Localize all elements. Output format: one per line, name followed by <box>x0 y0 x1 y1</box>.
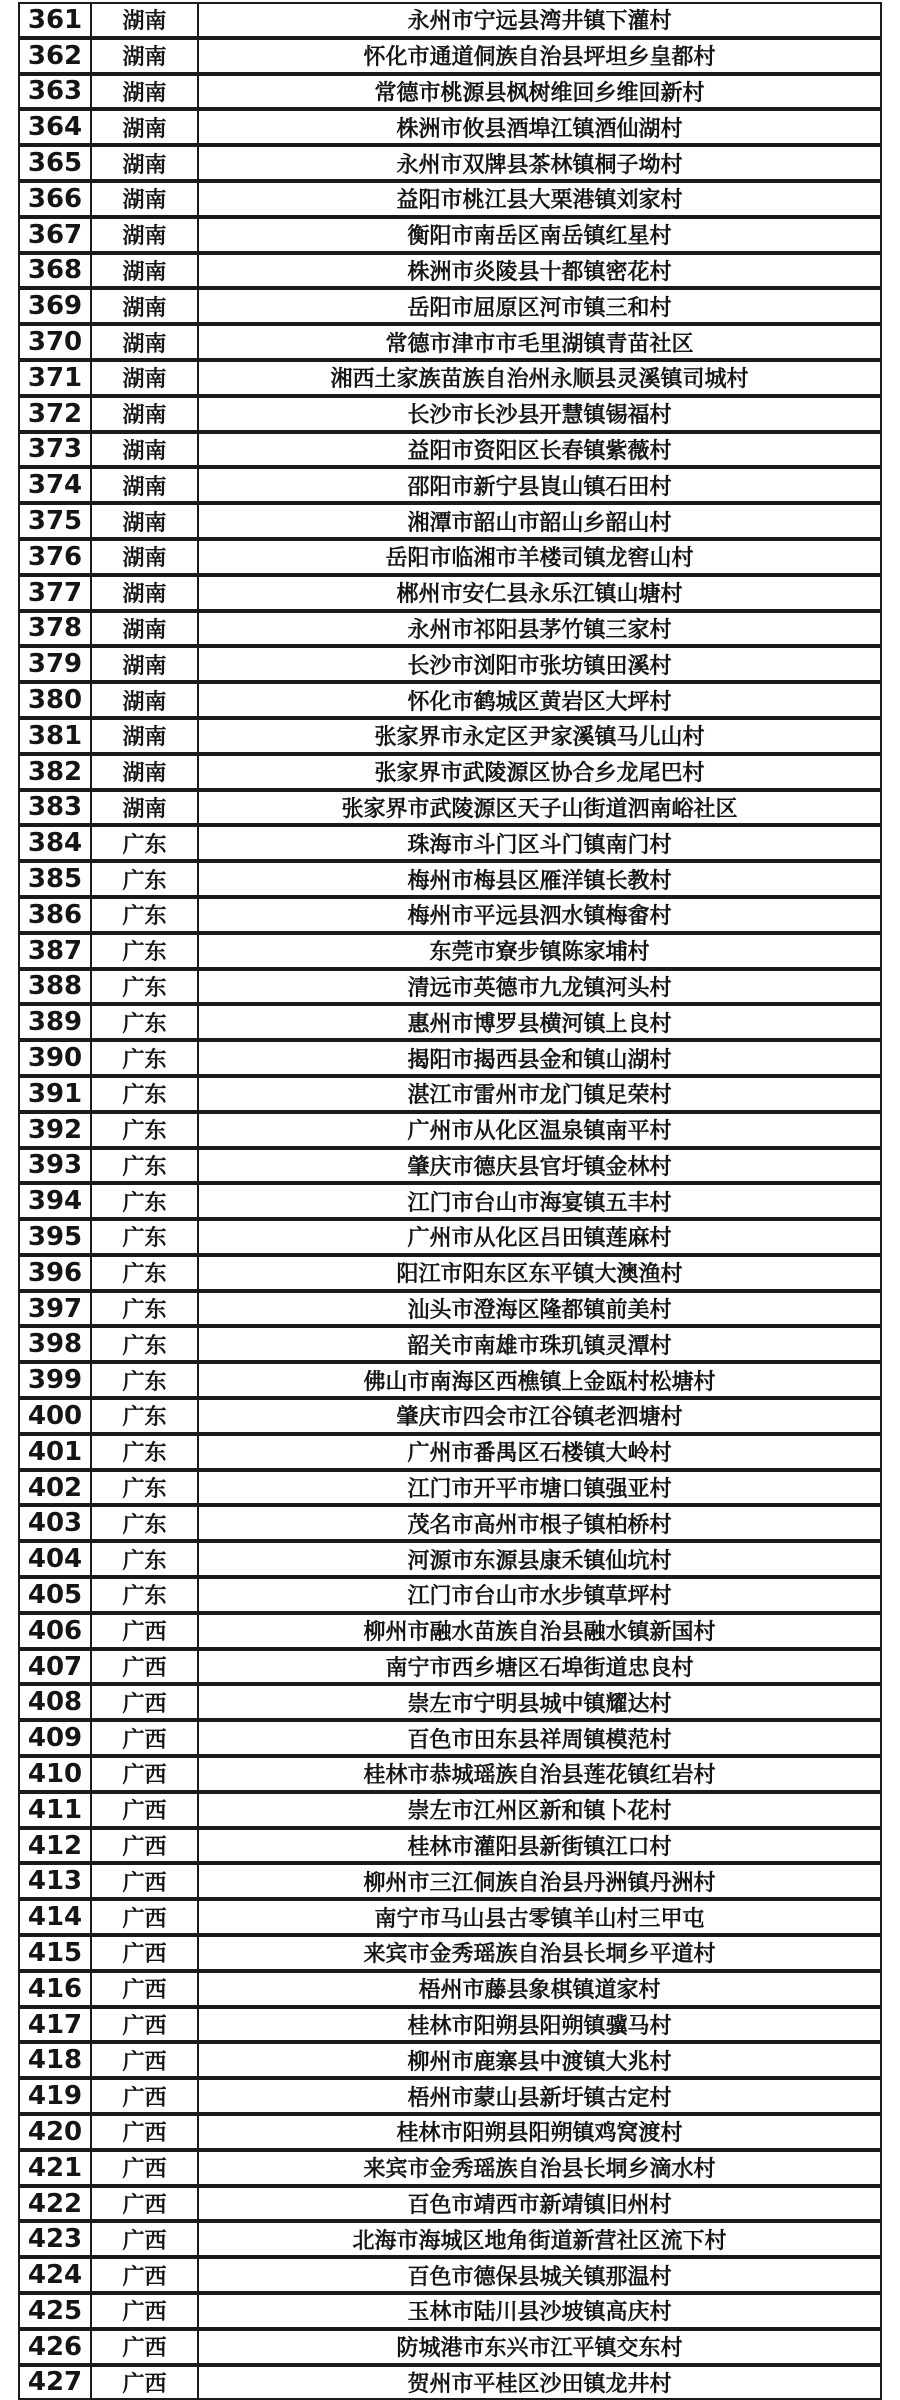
row-number-cell: 425 <box>18 2293 90 2329</box>
row-number-cell: 411 <box>18 1792 90 1828</box>
province-cell: 广西 <box>90 2007 197 2043</box>
row-number-cell: 415 <box>18 1935 90 1971</box>
village-name-cell: 崇左市宁明县城中镇耀达村 <box>197 1684 882 1720</box>
province-cell: 广东 <box>90 1040 197 1076</box>
table-row <box>18 790 882 826</box>
province-cell: 广西 <box>90 1756 197 1792</box>
row-number-cell: 413 <box>18 1863 90 1899</box>
row-number-cell: 396 <box>18 1255 90 1291</box>
village-name-cell: 永州市双牌县茶林镇桐子坳村 <box>197 145 882 181</box>
village-name-cell: 汕头市澄海区隆都镇前美村 <box>197 1291 882 1327</box>
province-cell: 广东 <box>90 1255 197 1291</box>
village-name-cell: 清远市英德市九龙镇河头村 <box>197 969 882 1005</box>
village-name-cell: 百色市德保县城关镇那温村 <box>197 2257 882 2293</box>
row-number-cell: 362 <box>18 38 90 74</box>
table-row <box>18 1326 882 1362</box>
province-cell: 广西 <box>90 2078 197 2114</box>
village-name-cell: 茂名市高州市根子镇柏桥村 <box>197 1505 882 1541</box>
row-number-cell: 395 <box>18 1219 90 1255</box>
province-cell: 湖南 <box>90 646 197 682</box>
row-number-cell: 364 <box>18 109 90 145</box>
table-row <box>18 217 882 253</box>
table-row <box>18 2293 882 2329</box>
village-name-cell: 北海市海城区地角街道新营社区流下村 <box>197 2221 882 2257</box>
table-row <box>18 611 882 647</box>
table-row <box>18 1899 882 1935</box>
table-row <box>18 38 882 74</box>
village-name-cell: 来宾市金秀瑶族自治县长垌乡平道村 <box>197 1935 882 1971</box>
table-row <box>18 1684 882 1720</box>
village-name-cell: 防城港市东兴市江平镇交东村 <box>197 2329 882 2365</box>
province-cell: 湖南 <box>90 38 197 74</box>
village-name-cell: 江门市开平市塘口镇强亚村 <box>197 1470 882 1506</box>
row-number-cell: 391 <box>18 1076 90 1112</box>
table-row <box>18 1255 882 1291</box>
row-number-cell: 407 <box>18 1649 90 1685</box>
province-cell: 广东 <box>90 1434 197 1470</box>
row-number-cell: 381 <box>18 718 90 754</box>
village-name-cell: 广州市从化区吕田镇莲麻村 <box>197 1219 882 1255</box>
village-name-cell: 梧州市藤县象棋镇道家村 <box>197 1971 882 2007</box>
row-number-cell: 373 <box>18 432 90 468</box>
village-name-cell: 梧州市蒙山县新圩镇古定村 <box>197 2078 882 2114</box>
table-row <box>18 1720 882 1756</box>
row-number-cell: 375 <box>18 503 90 539</box>
table-row <box>18 1004 882 1040</box>
row-number-cell: 423 <box>18 2221 90 2257</box>
table-row <box>18 2329 882 2365</box>
village-name-cell: 江门市台山市水步镇草坪村 <box>197 1577 882 1613</box>
province-cell: 广西 <box>90 2329 197 2365</box>
village-name-cell: 佛山市南海区西樵镇上金瓯村松塘村 <box>197 1362 882 1398</box>
village-name-cell: 邵阳市新宁县崀山镇石田村 <box>197 467 882 503</box>
table-row <box>18 861 882 897</box>
village-name-cell: 韶关市南雄市珠玑镇灵潭村 <box>197 1326 882 1362</box>
table-row <box>18 1756 882 1792</box>
table-row <box>18 2078 882 2114</box>
province-cell: 湖南 <box>90 74 197 110</box>
village-name-cell: 肇庆市四会市江谷镇老泗塘村 <box>197 1398 882 1434</box>
village-name-cell: 岳阳市临湘市羊楼司镇龙窖山村 <box>197 539 882 575</box>
row-number-cell: 401 <box>18 1434 90 1470</box>
village-name-cell: 长沙市浏阳市张坊镇田溪村 <box>197 646 882 682</box>
row-number-cell: 371 <box>18 360 90 396</box>
village-name-cell: 玉林市陆川县沙坡镇高庆村 <box>197 2293 882 2329</box>
row-number-cell: 372 <box>18 396 90 432</box>
province-cell: 湖南 <box>90 253 197 289</box>
row-number-cell: 416 <box>18 1971 90 2007</box>
row-number-cell: 412 <box>18 1828 90 1864</box>
village-name-cell: 张家界市永定区尹家溪镇马儿山村 <box>197 718 882 754</box>
table-row <box>18 1649 882 1685</box>
row-number-cell: 374 <box>18 467 90 503</box>
table-row <box>18 718 882 754</box>
province-cell: 湖南 <box>90 539 197 575</box>
row-number-cell: 370 <box>18 324 90 360</box>
row-number-cell: 424 <box>18 2257 90 2293</box>
table-row <box>18 2257 882 2293</box>
province-cell: 广西 <box>90 2150 197 2186</box>
table-row <box>18 1291 882 1327</box>
village-name-cell: 桂林市阳朔县阳朔镇骥马村 <box>197 2007 882 2043</box>
row-number-cell: 365 <box>18 145 90 181</box>
village-name-cell: 永州市祁阳县茅竹镇三家村 <box>197 611 882 647</box>
village-name-cell: 湘西土家族苗族自治州永顺县灵溪镇司城村 <box>197 360 882 396</box>
row-number-cell: 394 <box>18 1183 90 1219</box>
row-number-cell: 400 <box>18 1398 90 1434</box>
village-name-cell: 河源市东源县康禾镇仙坑村 <box>197 1541 882 1577</box>
table-row <box>18 360 882 396</box>
table-row <box>18 324 882 360</box>
village-name-cell: 桂林市恭城瑶族自治县莲花镇红岩村 <box>197 1756 882 1792</box>
province-cell: 广东 <box>90 1541 197 1577</box>
row-number-cell: 405 <box>18 1577 90 1613</box>
province-cell: 广西 <box>90 2042 197 2078</box>
village-name-cell: 贺州市平桂区沙田镇龙井村 <box>197 2365 882 2400</box>
province-cell: 广西 <box>90 2114 197 2150</box>
table-row <box>18 825 882 861</box>
village-name-cell: 广州市从化区温泉镇南平村 <box>197 1112 882 1148</box>
row-number-cell: 363 <box>18 74 90 110</box>
province-cell: 湖南 <box>90 109 197 145</box>
table-row <box>18 503 882 539</box>
table-row <box>18 2042 882 2078</box>
row-number-cell: 409 <box>18 1720 90 1756</box>
province-cell: 广西 <box>90 2257 197 2293</box>
table-row <box>18 432 882 468</box>
village-name-cell: 南宁市马山县古零镇羊山村三甲屯 <box>197 1899 882 1935</box>
village-name-cell: 株洲市攸县酒埠江镇酒仙湖村 <box>197 109 882 145</box>
village-name-cell: 柳州市融水苗族自治县融水镇新国村 <box>197 1613 882 1649</box>
table-row <box>18 253 882 289</box>
province-cell: 湖南 <box>90 145 197 181</box>
table-row <box>18 1112 882 1148</box>
table-row <box>18 1183 882 1219</box>
province-cell: 广西 <box>90 1720 197 1756</box>
row-number-cell: 387 <box>18 933 90 969</box>
village-name-cell: 张家界市武陵源区协合乡龙尾巴村 <box>197 754 882 790</box>
province-cell: 湖南 <box>90 503 197 539</box>
table-row <box>18 1505 882 1541</box>
village-name-cell: 百色市靖西市新靖镇旧州村 <box>197 2186 882 2222</box>
province-cell: 广东 <box>90 933 197 969</box>
village-name-cell: 张家界市武陵源区天子山街道泗南峪社区 <box>197 790 882 826</box>
village-name-cell: 长沙市长沙县开慧镇锡福村 <box>197 396 882 432</box>
province-cell: 广东 <box>90 1148 197 1184</box>
row-number-cell: 369 <box>18 288 90 324</box>
village-list-table <box>18 2 882 2400</box>
row-number-cell: 382 <box>18 754 90 790</box>
row-number-cell: 390 <box>18 1040 90 1076</box>
table-row <box>18 575 882 611</box>
row-number-cell: 366 <box>18 181 90 217</box>
village-name-cell: 怀化市鹤城区黄岩区大坪村 <box>197 682 882 718</box>
row-number-cell: 408 <box>18 1684 90 1720</box>
village-name-cell: 常德市桃源县枫树维回乡维回新村 <box>197 74 882 110</box>
table-row <box>18 145 882 181</box>
table-row <box>18 288 882 324</box>
village-name-cell: 株洲市炎陵县十都镇密花村 <box>197 253 882 289</box>
row-number-cell: 386 <box>18 897 90 933</box>
row-number-cell: 361 <box>18 2 90 38</box>
province-cell: 广东 <box>90 969 197 1005</box>
province-cell: 广西 <box>90 1971 197 2007</box>
village-name-cell: 岳阳市屈原区河市镇三和村 <box>197 288 882 324</box>
province-cell: 广东 <box>90 861 197 897</box>
table-row <box>18 396 882 432</box>
village-name-cell: 怀化市通道侗族自治县坪坦乡皇都村 <box>197 38 882 74</box>
province-cell: 湖南 <box>90 324 197 360</box>
row-number-cell: 392 <box>18 1112 90 1148</box>
table-row <box>18 1863 882 1899</box>
row-number-cell: 417 <box>18 2007 90 2043</box>
row-number-cell: 418 <box>18 2042 90 2078</box>
province-cell: 广西 <box>90 1935 197 1971</box>
row-number-cell: 426 <box>18 2329 90 2365</box>
village-name-cell: 衡阳市南岳区南岳镇红星村 <box>197 217 882 253</box>
table-row <box>18 754 882 790</box>
village-name-cell: 湘潭市韶山市韶山乡韶山村 <box>197 503 882 539</box>
table-row <box>18 1398 882 1434</box>
row-number-cell: 383 <box>18 790 90 826</box>
row-number-cell: 402 <box>18 1470 90 1506</box>
row-number-cell: 399 <box>18 1362 90 1398</box>
village-name-cell: 永州市宁远县湾井镇下灌村 <box>197 2 882 38</box>
province-cell: 广东 <box>90 1291 197 1327</box>
row-number-cell: 419 <box>18 2078 90 2114</box>
row-number-cell: 379 <box>18 646 90 682</box>
province-cell: 湖南 <box>90 611 197 647</box>
province-cell: 广西 <box>90 2186 197 2222</box>
province-cell: 湖南 <box>90 288 197 324</box>
table-row <box>18 1613 882 1649</box>
province-cell: 湖南 <box>90 682 197 718</box>
table-row <box>18 1362 882 1398</box>
table-body <box>18 2 882 2400</box>
row-number-cell: 368 <box>18 253 90 289</box>
village-name-cell: 常德市津市市毛里湖镇青苗社区 <box>197 324 882 360</box>
province-cell: 广东 <box>90 1362 197 1398</box>
province-cell: 湖南 <box>90 396 197 432</box>
province-cell: 广西 <box>90 2365 197 2400</box>
province-cell: 广西 <box>90 1863 197 1899</box>
province-cell: 广东 <box>90 1004 197 1040</box>
row-number-cell: 406 <box>18 1613 90 1649</box>
table-row <box>18 897 882 933</box>
village-name-cell: 揭阳市揭西县金和镇山湖村 <box>197 1040 882 1076</box>
table-row <box>18 2186 882 2222</box>
village-name-cell: 益阳市资阳区长春镇紫薇村 <box>197 432 882 468</box>
province-cell: 广东 <box>90 825 197 861</box>
province-cell: 湖南 <box>90 2 197 38</box>
village-name-cell: 桂林市阳朔县阳朔镇鸡窝渡村 <box>197 2114 882 2150</box>
province-cell: 广西 <box>90 1828 197 1864</box>
table-row <box>18 1935 882 1971</box>
table-row <box>18 1792 882 1828</box>
row-number-cell: 422 <box>18 2186 90 2222</box>
province-cell: 湖南 <box>90 360 197 396</box>
table-row <box>18 539 882 575</box>
table-row <box>18 109 882 145</box>
village-name-cell: 广州市番禺区石楼镇大岭村 <box>197 1434 882 1470</box>
province-cell: 湖南 <box>90 181 197 217</box>
village-name-cell: 梅州市梅县区雁洋镇长教村 <box>197 861 882 897</box>
row-number-cell: 380 <box>18 682 90 718</box>
village-name-cell: 梅州市平远县泗水镇梅畲村 <box>197 897 882 933</box>
province-cell: 广西 <box>90 1899 197 1935</box>
table-row <box>18 1219 882 1255</box>
province-cell: 广东 <box>90 1183 197 1219</box>
table-row <box>18 1828 882 1864</box>
village-name-cell: 柳州市鹿寨县中渡镇大兆村 <box>197 2042 882 2078</box>
village-name-cell: 江门市台山市海宴镇五丰村 <box>197 1183 882 1219</box>
province-cell: 广东 <box>90 1505 197 1541</box>
row-number-cell: 398 <box>18 1326 90 1362</box>
table-row <box>18 2114 882 2150</box>
table-row <box>18 2365 882 2400</box>
table-row <box>18 682 882 718</box>
row-number-cell: 378 <box>18 611 90 647</box>
province-cell: 广西 <box>90 1613 197 1649</box>
province-cell: 湖南 <box>90 754 197 790</box>
village-name-cell: 桂林市灌阳县新街镇江口村 <box>197 1828 882 1864</box>
village-name-cell: 崇左市江州区新和镇卜花村 <box>197 1792 882 1828</box>
village-name-cell: 东莞市寮步镇陈家埔村 <box>197 933 882 969</box>
table-row <box>18 1470 882 1506</box>
province-cell: 湖南 <box>90 718 197 754</box>
village-name-cell: 阳江市阳东区东平镇大澳渔村 <box>197 1255 882 1291</box>
table-row <box>18 646 882 682</box>
table-row <box>18 2150 882 2186</box>
table-row <box>18 467 882 503</box>
village-name-cell: 柳州市三江侗族自治县丹洲镇丹洲村 <box>197 1863 882 1899</box>
row-number-cell: 410 <box>18 1756 90 1792</box>
row-number-cell: 389 <box>18 1004 90 1040</box>
row-number-cell: 420 <box>18 2114 90 2150</box>
village-name-cell: 珠海市斗门区斗门镇南门村 <box>197 825 882 861</box>
row-number-cell: 397 <box>18 1291 90 1327</box>
row-number-cell: 388 <box>18 969 90 1005</box>
province-cell: 湖南 <box>90 432 197 468</box>
row-number-cell: 367 <box>18 217 90 253</box>
row-number-cell: 404 <box>18 1541 90 1577</box>
row-number-cell: 403 <box>18 1505 90 1541</box>
row-number-cell: 421 <box>18 2150 90 2186</box>
row-number-cell: 414 <box>18 1899 90 1935</box>
province-cell: 广东 <box>90 1470 197 1506</box>
village-name-cell: 益阳市桃江县大栗港镇刘家村 <box>197 181 882 217</box>
village-name-cell: 百色市田东县祥周镇模范村 <box>197 1720 882 1756</box>
province-cell: 广东 <box>90 1112 197 1148</box>
village-name-cell: 肇庆市德庆县官圩镇金林村 <box>197 1148 882 1184</box>
province-cell: 广东 <box>90 1577 197 1613</box>
table-row <box>18 181 882 217</box>
row-number-cell: 385 <box>18 861 90 897</box>
province-cell: 广东 <box>90 1398 197 1434</box>
province-cell: 湖南 <box>90 790 197 826</box>
village-name-cell: 惠州市博罗县横河镇上良村 <box>197 1004 882 1040</box>
table-row <box>18 1148 882 1184</box>
village-name-cell: 郴州市安仁县永乐江镇山塘村 <box>197 575 882 611</box>
table-row <box>18 1076 882 1112</box>
table-row <box>18 2007 882 2043</box>
village-name-cell: 湛江市雷州市龙门镇足荣村 <box>197 1076 882 1112</box>
table-row <box>18 1040 882 1076</box>
table-row <box>18 1434 882 1470</box>
table-row <box>18 2221 882 2257</box>
table-row <box>18 1541 882 1577</box>
province-cell: 广西 <box>90 2221 197 2257</box>
table-row <box>18 74 882 110</box>
table-row <box>18 933 882 969</box>
village-name-cell: 来宾市金秀瑶族自治县长垌乡滴水村 <box>197 2150 882 2186</box>
province-cell: 广西 <box>90 1792 197 1828</box>
table-row <box>18 1971 882 2007</box>
province-cell: 广东 <box>90 1219 197 1255</box>
province-cell: 湖南 <box>90 575 197 611</box>
province-cell: 湖南 <box>90 217 197 253</box>
row-number-cell: 376 <box>18 539 90 575</box>
table-row <box>18 1577 882 1613</box>
table-row <box>18 969 882 1005</box>
table-row <box>18 2 882 38</box>
province-cell: 广东 <box>90 1326 197 1362</box>
province-cell: 广东 <box>90 1076 197 1112</box>
province-cell: 广西 <box>90 1649 197 1685</box>
row-number-cell: 377 <box>18 575 90 611</box>
province-cell: 湖南 <box>90 467 197 503</box>
village-name-cell: 南宁市西乡塘区石埠街道忠良村 <box>197 1649 882 1685</box>
row-number-cell: 393 <box>18 1148 90 1184</box>
province-cell: 广西 <box>90 2293 197 2329</box>
province-cell: 广西 <box>90 1684 197 1720</box>
row-number-cell: 384 <box>18 825 90 861</box>
row-number-cell: 427 <box>18 2365 90 2400</box>
province-cell: 广东 <box>90 897 197 933</box>
